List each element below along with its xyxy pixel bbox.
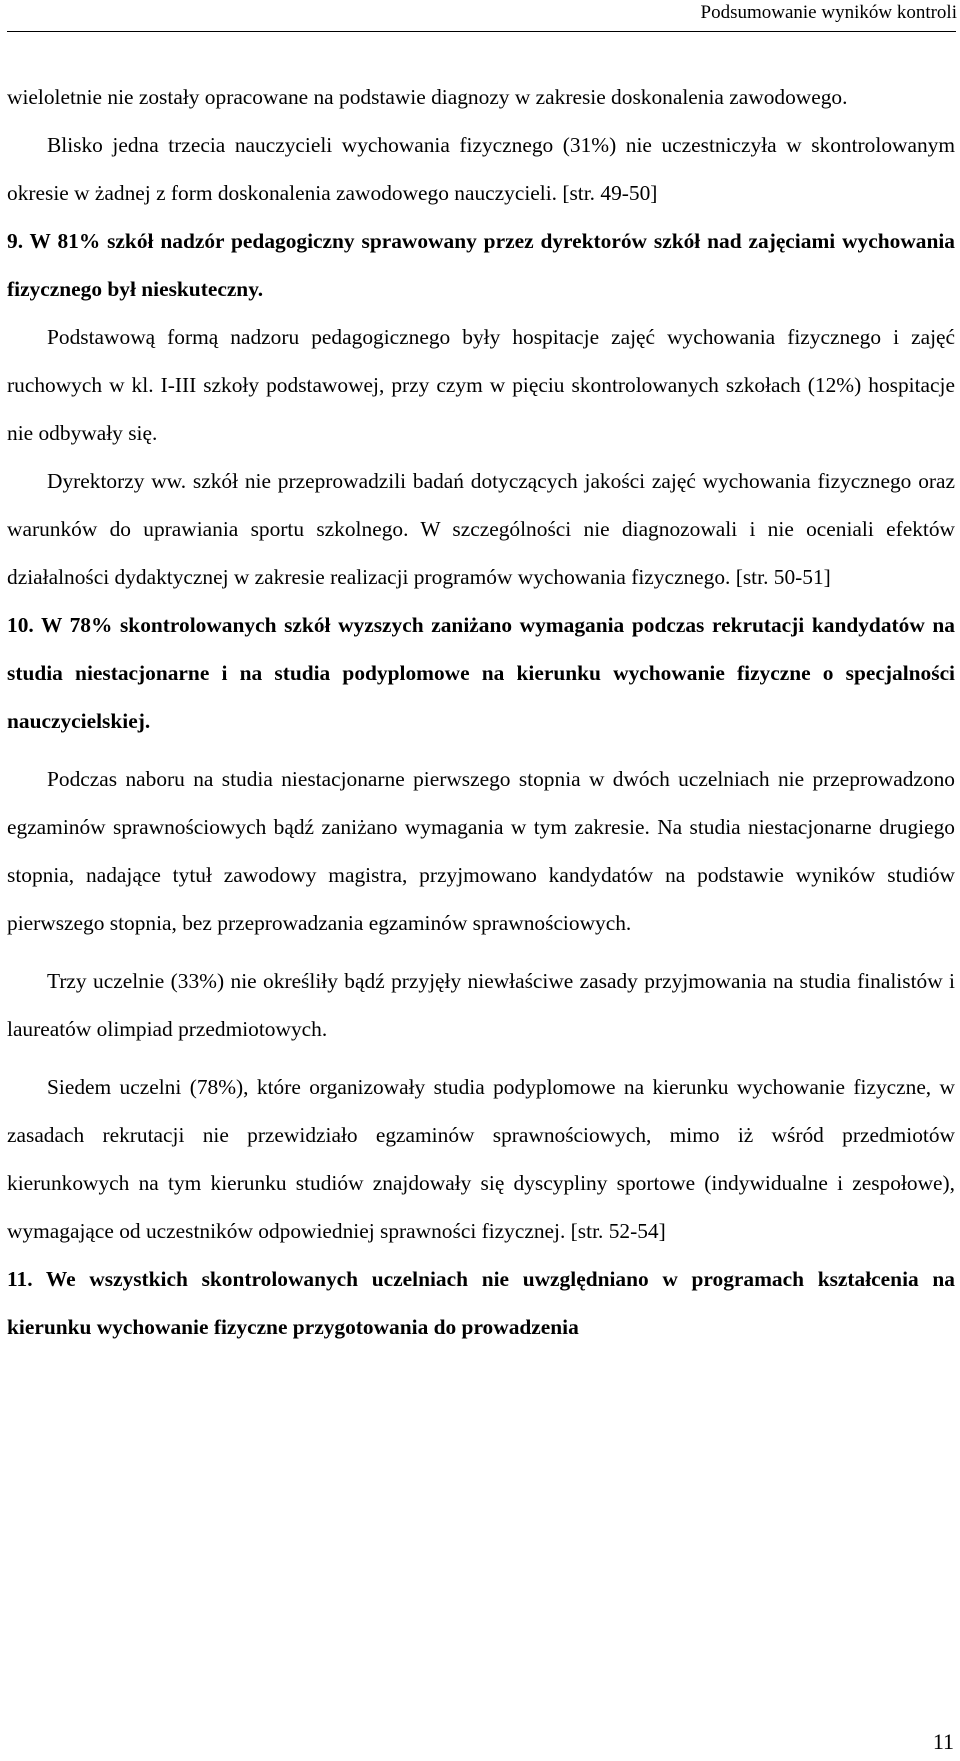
- paragraph-continuation: wieloletnie nie zostały opracowane na podstawie diagnozy w zakresie doskonalenia zawodowego.: [7, 85, 848, 109]
- finding-11-heading: 11. We wszystkich skontrolowanych uczelniach nie uwzględniano w programach kształcenia na kierunku wychowanie fizyczne przygotowania do prowadzenia: [7, 1267, 955, 1339]
- finding-9-heading: 9. W 81% szkół nadzór pedagogiczny sprawowany przez dyrektorów szkół nad zajęciami wychowania fizycznego był nieskuteczny.: [7, 229, 955, 301]
- header-divider: [7, 31, 956, 32]
- paragraph-hospitations: Podstawową formą nadzoru pedagogicznego były hospitacje zajęć wychowania fizycznego i zajęć ruchowych w kl. I-III szkoły podstawowej, przy czym w pięciu skontrolowanych szkołach (12%) hospitacje nie odbywały się.: [7, 325, 955, 445]
- paragraph-teacher-training: Blisko jedna trzecia nauczycieli wychowania fizycznego (31%) nie uczestniczyła w skontrolowanym okresie w żadnej z form doskonalenia zawodowego nauczycieli. [str. 49-50]: [7, 133, 955, 205]
- paragraph-postgraduate: Siedem uczelni (78%), które organizowały studia podyplomowe na kierunku wychowanie fizyczne, w zasadach rekrutacji nie przewidziało egzaminów sprawnościowych, mimo iż wśród przedmiotów kierunkowych na tym kierunku studiów znajdowały się dyscypliny sportowe (indywidualne i zespołowe), wymagające od uczestników odpowiedniej sprawności fizycznej. [str. 52-54]: [7, 1075, 955, 1243]
- document-body: [7, 73, 955, 1351]
- page-number: 11: [932, 1729, 954, 1754]
- paragraph-directors: Dyrektorzy ww. szkół nie przeprowadzili badań dotyczących jakości zajęć wychowania fizycznego oraz warunków do uprawiania sportu szkolnego. W szczególności nie diagnozowali i nie oceniali efektów działalności dydaktycznej w zakresie realizacji programów wychowania fizycznego. [str. 50-51]: [7, 469, 955, 589]
- running-header: Podsumowanie wyników kontroli: [700, 2, 957, 23]
- paragraph-olympiads: Trzy uczelnie (33%) nie określiły bądź przyjęły niewłaściwe zasady przyjmowania na studia finalistów i laureatów olimpiad przedmiotowych.: [7, 969, 955, 1041]
- finding-10-heading: 10. W 78% skontrolowanych szkół wyzszych zaniżano wymagania podczas rekrutacji kandydatów na studia niestacjonarne i na studia podyplomowe na kierunku wychowanie fizyczne o specjalności nauczycielskiej.: [7, 613, 955, 733]
- paragraph-recruitment: Podczas naboru na studia niestacjonarne pierwszego stopnia w dwóch uczelniach nie przeprowadzono egzaminów sprawnościowych bądź zaniżano wymagania w tym zakresie. Na studia niestacjonarne drugiego stopnia, nadające tytuł zawodowy magistra, przyjmowano kandydatów na podstawie wyników studiów pierwszego stopnia, bez przeprowadzania egzaminów sprawnościowych.: [7, 767, 955, 935]
